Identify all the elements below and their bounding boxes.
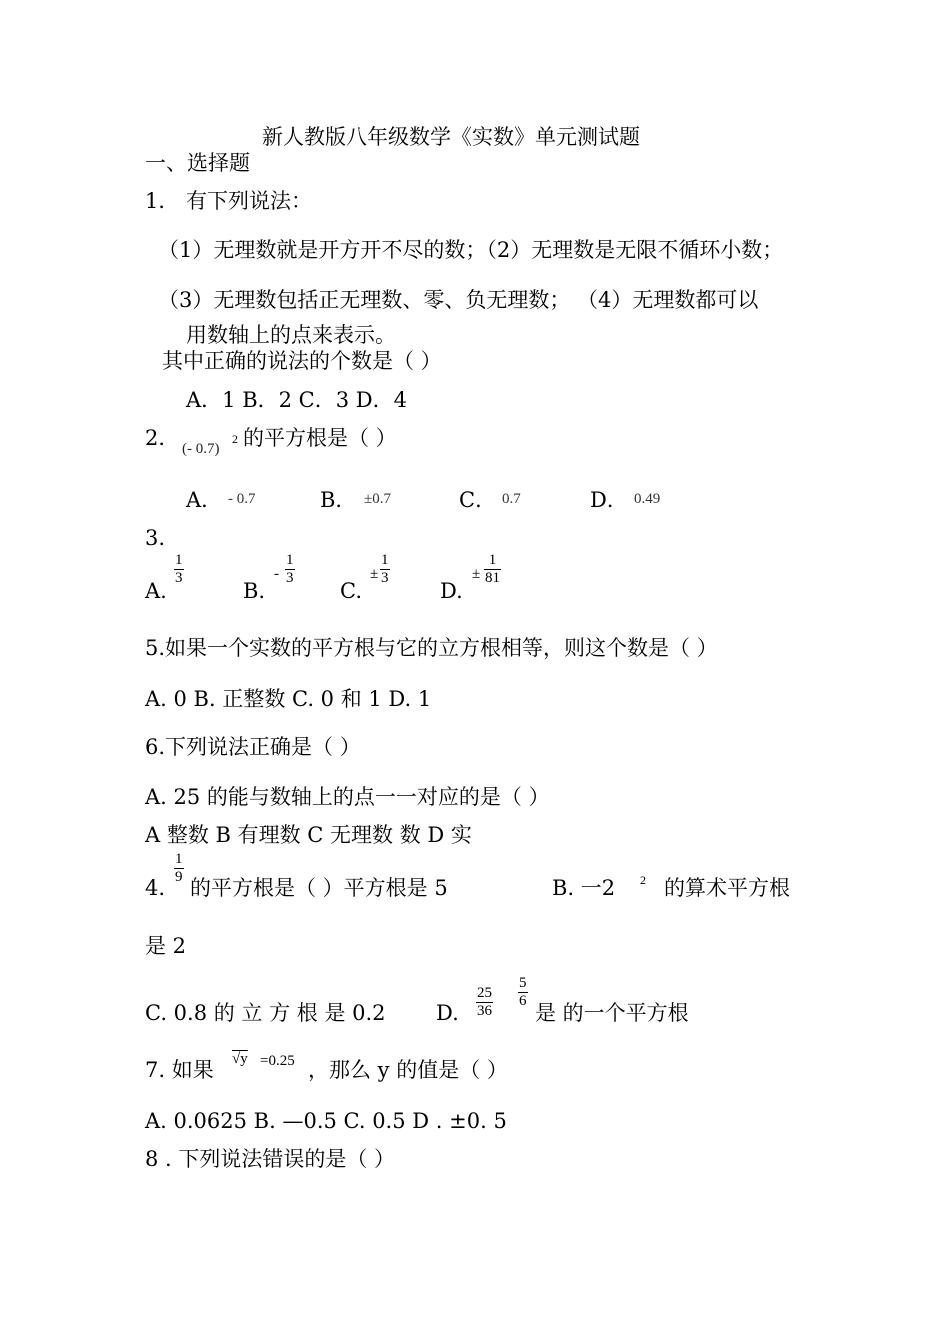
q4-number: 4. — [145, 876, 166, 900]
q5-stem: 5.如果一个实数的平方根与它的立方根相等，则这个数是（ ） — [145, 636, 718, 660]
q7-suffix: ，那么 y 的值是（ ） — [308, 1058, 508, 1082]
fraction-numerator: 1 — [381, 552, 389, 568]
q1-statement-3-4: （3）无理数包括正无理数、零、负无理数； （4）无理数都可以 — [158, 288, 759, 312]
fraction-denominator: 36 — [477, 1003, 492, 1019]
q3-option-c-fraction — [380, 552, 390, 587]
q3-option-a-label: A. — [145, 579, 167, 603]
q1-question: 其中正确的说法的个数是（ ） — [162, 349, 442, 373]
q7-sqrt: √y — [232, 1051, 248, 1067]
q8-stem: 8 . 下列说法错误的是（ ） — [145, 1147, 396, 1171]
q2-option-c-label: C． — [459, 488, 497, 512]
fraction-denominator: 9 — [175, 869, 183, 885]
q3-option-d-label: D. — [440, 579, 463, 603]
q3-option-b-sign: - — [274, 566, 279, 582]
fraction-denominator: 81 — [485, 570, 500, 586]
q3-option-c-sign: ± — [370, 566, 379, 582]
q2-option-a-value: - 0.7 — [228, 491, 256, 507]
q4-stem: 的平方根是（ ）平方根是 5 — [190, 876, 448, 900]
fraction-denominator: 3 — [381, 570, 389, 586]
q1-stem: 1． 有下列说法： — [145, 189, 313, 213]
q1-statement-4-cont: 用数轴上的点来表示。 — [186, 323, 396, 347]
q6-stem: 6.下列说法正确是（ ） — [145, 735, 361, 759]
q1-options: A．1 B．2 C．3 D．4 — [186, 388, 407, 412]
q7-equals: =0.25 — [260, 1053, 295, 1069]
q2-expression: (- 0.7) — [182, 441, 220, 457]
q3-option-d-sign: ± — [472, 566, 481, 582]
q2-option-d-value: 0.49 — [634, 491, 661, 507]
fraction-denominator: 6 — [519, 993, 527, 1009]
q2-option-d-label: D． — [590, 488, 628, 512]
fraction-numerator: 1 — [286, 552, 294, 568]
fraction-numerator: 1 — [488, 552, 497, 568]
q3-option-c-label: C. — [340, 579, 362, 603]
q2-stem: 的平方根是（ ） — [243, 426, 397, 450]
q3-option-d-fraction — [484, 552, 501, 587]
fraction-numerator: 1 — [175, 552, 183, 568]
q2-option-b-value: ±0.7 — [364, 491, 391, 507]
q6-option-b: B. 一2 — [552, 876, 616, 900]
q6-option-b-continued: 是 2 — [145, 934, 187, 958]
q1-statement-1-2: （1）无理数就是开方开不尽的数；（2）无理数是无限不循环小数； — [158, 238, 784, 262]
fraction-denominator: 3 — [175, 570, 183, 586]
q3-option-b-label: B. — [243, 579, 266, 603]
fraction-numerator: 5 — [519, 975, 527, 991]
q6-number-set-row: A 整数 B 有理数 C 无理数 数 D 实 — [145, 823, 472, 847]
q7-options: A. 0.0625 B. —0.5 C. 0.5 D . ±0. 5 — [145, 1109, 507, 1133]
q6-option-d-text: 是 的一个平方根 — [535, 1001, 689, 1025]
q4-fraction — [174, 851, 184, 886]
q7-prefix: 7. 如果 — [145, 1058, 214, 1082]
q6-option-c: C. 0.8 的 立 方 根 是 0.2 — [145, 1001, 386, 1025]
q6-option-d-fraction-1 — [476, 985, 493, 1020]
q6-option-d-fraction-2 — [518, 975, 528, 1010]
q3-option-a-fraction — [174, 552, 184, 587]
q6-option-b-rest: 的算术平方根 — [664, 876, 790, 900]
q3-number: 3. — [145, 526, 166, 550]
q6-option-d-label: D. — [436, 1001, 459, 1025]
section-heading: 一、选择题 — [145, 151, 250, 175]
fraction-denominator: 3 — [286, 570, 294, 586]
page-title: 新人教版八年级数学《实数》单元测试题 — [262, 125, 640, 149]
q2-option-c-value: 0.7 — [502, 491, 521, 507]
q6-option-a: A. 25 的能与数轴上的点一一对应的是（ ） — [145, 785, 550, 809]
q2-exponent: 2 — [232, 432, 238, 446]
fraction-numerator: 1 — [175, 851, 183, 867]
q2-number: 2． — [145, 426, 180, 450]
fraction-numerator: 25 — [477, 985, 492, 1001]
q5-options: A. 0 B. 正整数 C. 0 和 1 D. 1 — [145, 687, 432, 711]
q6-option-b-exponent: 2 — [640, 873, 646, 887]
q3-option-b-fraction — [285, 552, 295, 587]
q2-option-a-label: A． — [186, 488, 223, 512]
q2-option-b-label: B． — [320, 488, 357, 512]
